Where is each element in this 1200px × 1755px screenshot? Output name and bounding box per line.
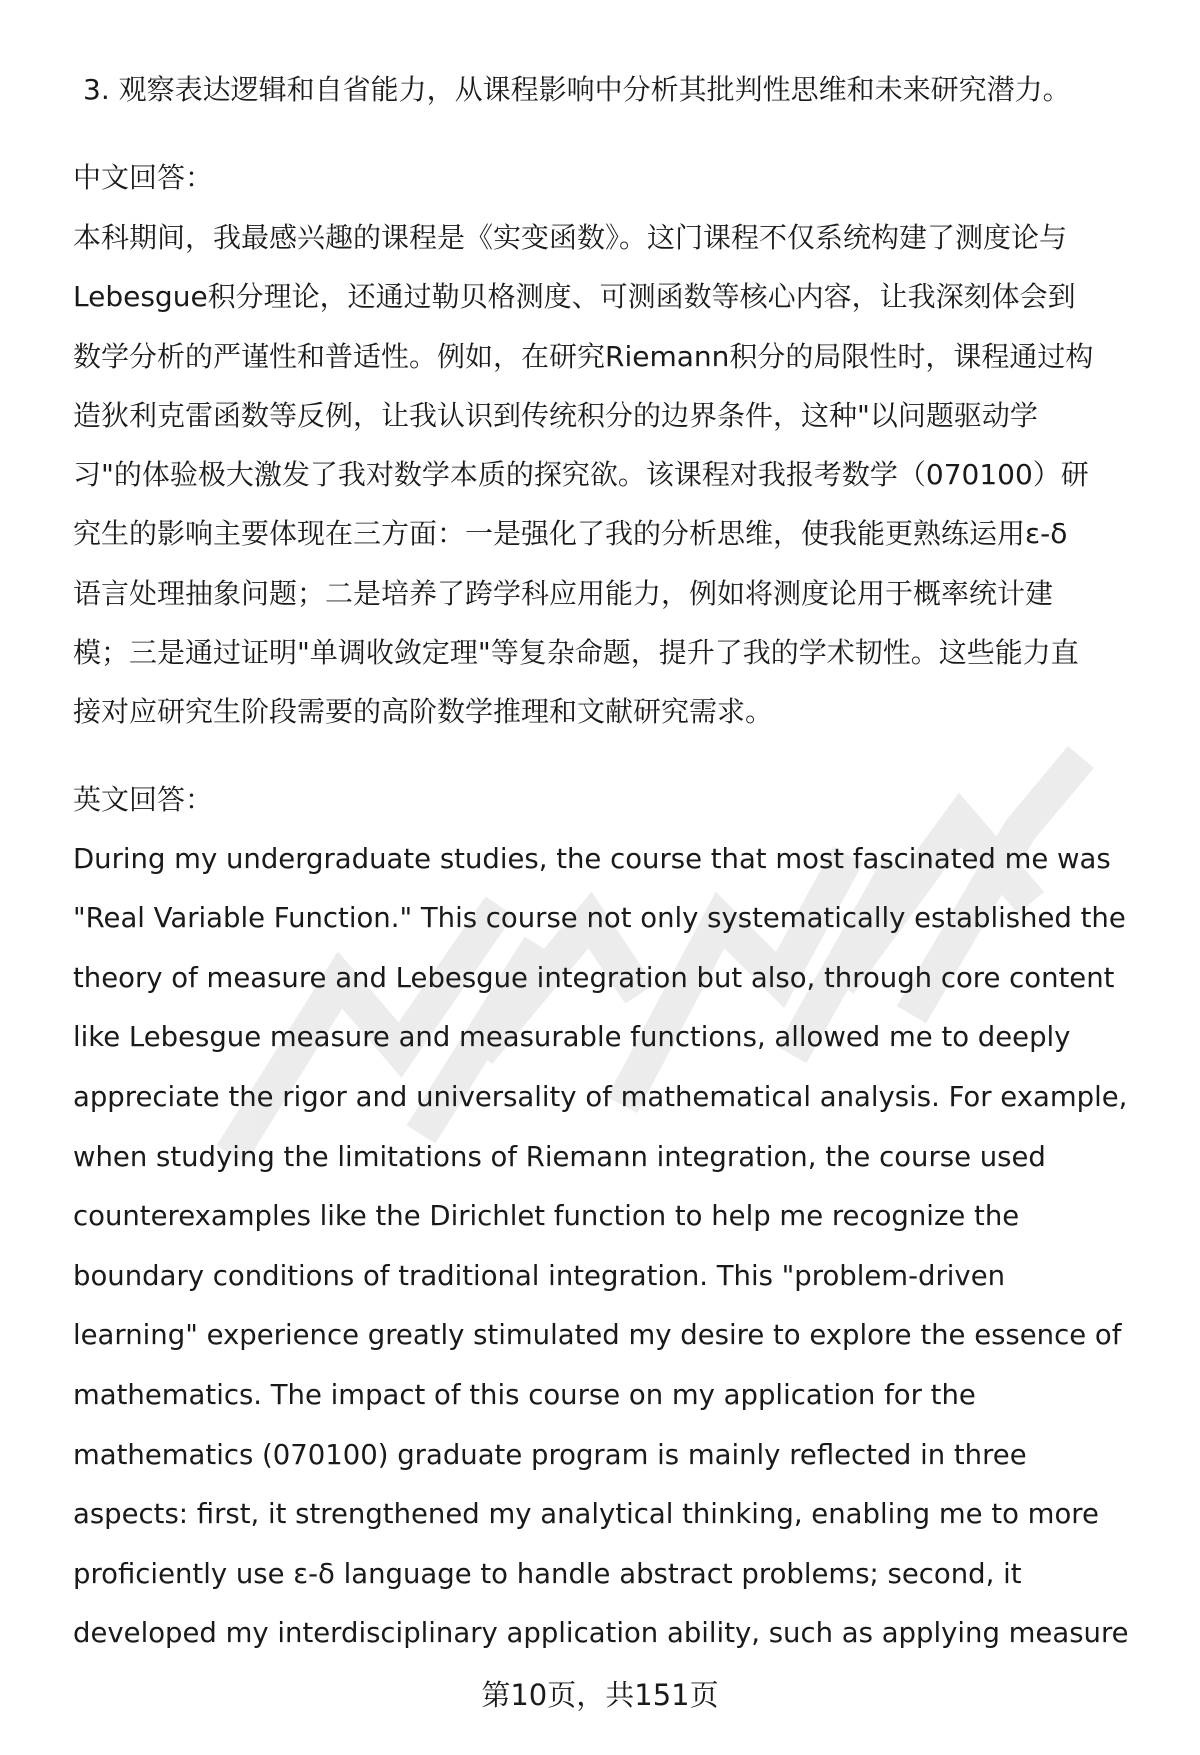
question-item-text: 观察表达逻辑和自省能力，从课程影响中分析其批判性思维和未来研究潜力。 bbox=[118, 73, 1071, 106]
chinese-answer-heading: 中文回答： bbox=[73, 161, 214, 194]
paragraph-line: 造狄利克雷函数等反例，让我认识到传统积分的边界条件，这种"以问题驱动学 bbox=[73, 398, 1038, 432]
english-answer-paragraph bbox=[73, 830, 1158, 1664]
chinese-answer-paragraph bbox=[73, 208, 1158, 742]
english-answer-heading: 英文回答： bbox=[73, 782, 214, 816]
paragraph-line: aspects: first, it strengthened my analytical thinking, enabling me to more bbox=[73, 1498, 1099, 1531]
paragraph-line: appreciate the rigor and universality of mathematical analysis. For example, bbox=[73, 1081, 1128, 1114]
paragraph-line: developed my interdisciplinary application ability, such as applying measure bbox=[73, 1617, 1129, 1650]
paragraph-line: counterexamples like the Dirichlet function to help me recognize the bbox=[73, 1200, 1020, 1233]
paragraph-line: 数学分析的严谨性和普适性。例如，在研究Riemann积分的局限性时，课程通过构 bbox=[73, 339, 1094, 373]
question-item-3 bbox=[83, 60, 1158, 120]
paragraph-line: boundary conditions of traditional integration. This "problem-driven bbox=[73, 1259, 1006, 1292]
question-item-number: 3. bbox=[83, 73, 110, 106]
paragraph-line: 语言处理抽象问题；二是培养了跨学科应用能力，例如将测度论用于概率统计建 bbox=[73, 576, 1054, 610]
page-number-footer: 第10页，共151页 bbox=[481, 1678, 719, 1712]
paragraph-line: 究生的影响主要体现在三方面：一是强化了我的分析思维，使我能更熟练运用ε-δ bbox=[73, 517, 1068, 551]
paragraph-line: "Real Variable Function." This course not only systematically established the bbox=[73, 902, 1126, 935]
paragraph-line: theory of measure and Lebesgue integration but also, through core content bbox=[73, 961, 1115, 994]
paragraph-line: 接对应研究生阶段需要的高阶数学推理和文献研究需求。 bbox=[73, 695, 774, 729]
paragraph-line: Lebesgue积分理论，还通过勒贝格测度、可测函数等核心内容，让我深刻体会到 bbox=[73, 280, 1076, 314]
paragraph-line: 模；三是通过证明"单调收敛定理"等复杂命题，提升了我的学术韧性。这些能力直 bbox=[73, 636, 1079, 670]
paragraph-line: 本科期间，我最感兴趣的课程是《实变函数》。这门课程不仅系统构建了测度论与 bbox=[73, 221, 1068, 254]
paragraph-line: mathematics. The impact of this course on my application for the bbox=[73, 1379, 976, 1412]
paragraph-line: like Lebesgue measure and measurable functions, allowed me to deeply bbox=[73, 1021, 1071, 1054]
paragraph-line: mathematics (070100) graduate program is mainly reflected in three bbox=[73, 1438, 1027, 1471]
paragraph-line: when studying the limitations of Riemann integration, the course used bbox=[73, 1140, 1046, 1173]
paragraph-line: During my undergraduate studies, the course that most fascinated me was bbox=[73, 842, 1111, 875]
paragraph-line: 习"的体验极大激发了我对数学本质的探究欲。该课程对我报考数学（070100）研 bbox=[73, 458, 1089, 492]
document-body bbox=[73, 60, 1158, 1664]
paragraph-line: learning" experience greatly stimulated my desire to explore the essence of bbox=[73, 1319, 1122, 1352]
paragraph-line: proficiently use ε-δ language to handle abstract problems; second, it bbox=[73, 1557, 1022, 1590]
